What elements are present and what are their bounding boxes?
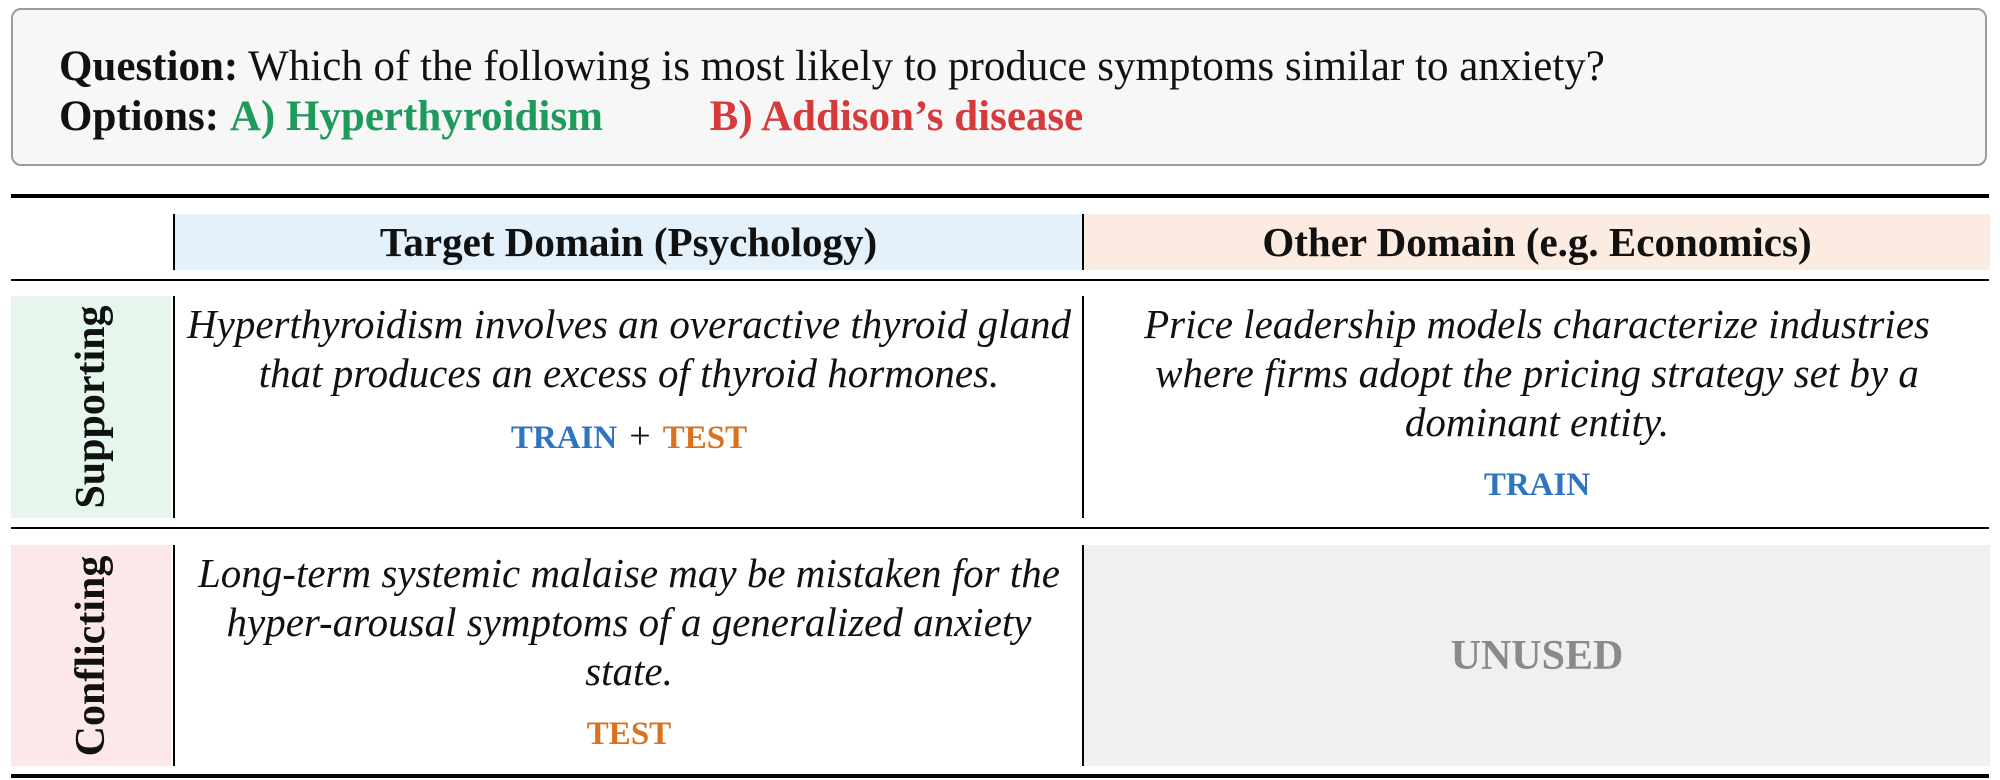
unused-label: UNUSED [1450, 632, 1624, 679]
plus-sign: + [629, 415, 651, 457]
test-tag: TEST [586, 716, 672, 752]
table-header-rule [11, 279, 1989, 281]
table-row-divider [11, 527, 1989, 529]
table-bottom-rule [11, 774, 1989, 778]
column-header-other-domain: Other Domain (e.g. Economics) [1084, 214, 1990, 270]
option-a: A) Hyperthyroidism [229, 93, 603, 140]
question-label: Question: [59, 43, 239, 90]
train-tag: TRAIN [1483, 467, 1591, 503]
split-tags-conflicting-target [587, 714, 671, 754]
column-header-target-domain: Target Domain (Psychology) [175, 214, 1082, 270]
row2-divider-left [173, 545, 175, 766]
test-tag: TEST [662, 420, 748, 456]
row-label-supporting-text: Supporting [68, 305, 114, 509]
train-tag: TRAIN [510, 420, 618, 456]
cell-supporting-other [1092, 296, 1982, 518]
question-line [59, 42, 1605, 92]
question-box [11, 8, 1987, 166]
cell-conflicting-other [1084, 545, 1990, 766]
split-tags-supporting-target [511, 416, 747, 458]
row-label-supporting [11, 296, 171, 518]
row-label-conflicting-text: Conflicting [68, 555, 114, 756]
split-tags-supporting-other [1484, 465, 1590, 505]
row1-divider-middle [1082, 296, 1084, 518]
option-b: B) Addison’s disease [709, 93, 1084, 140]
passage-supporting-target: Hyperthyroidism involves an overactive thyroid gland that produces an excess of thyroid hormones. [187, 301, 1071, 396]
passage-supporting-other: Price leadership models characterize industries where firms adopt the pricing strategy set by a dominant entity. [1144, 301, 1930, 445]
row-label-conflicting [11, 545, 171, 766]
cell-conflicting-target [184, 545, 1074, 766]
row1-divider-left [173, 296, 175, 518]
options-line [59, 92, 1083, 142]
passage-conflicting-target: Long-term systemic malaise may be mistaken for the hyper-arousal symptoms of a generalized anxiety state. [198, 550, 1060, 694]
question-text: Which of the following is most likely to produce symptoms similar to anxiety? [248, 43, 1605, 90]
options-label: Options: [59, 93, 220, 140]
table-top-rule [11, 194, 1989, 198]
cell-supporting-target [184, 296, 1074, 518]
